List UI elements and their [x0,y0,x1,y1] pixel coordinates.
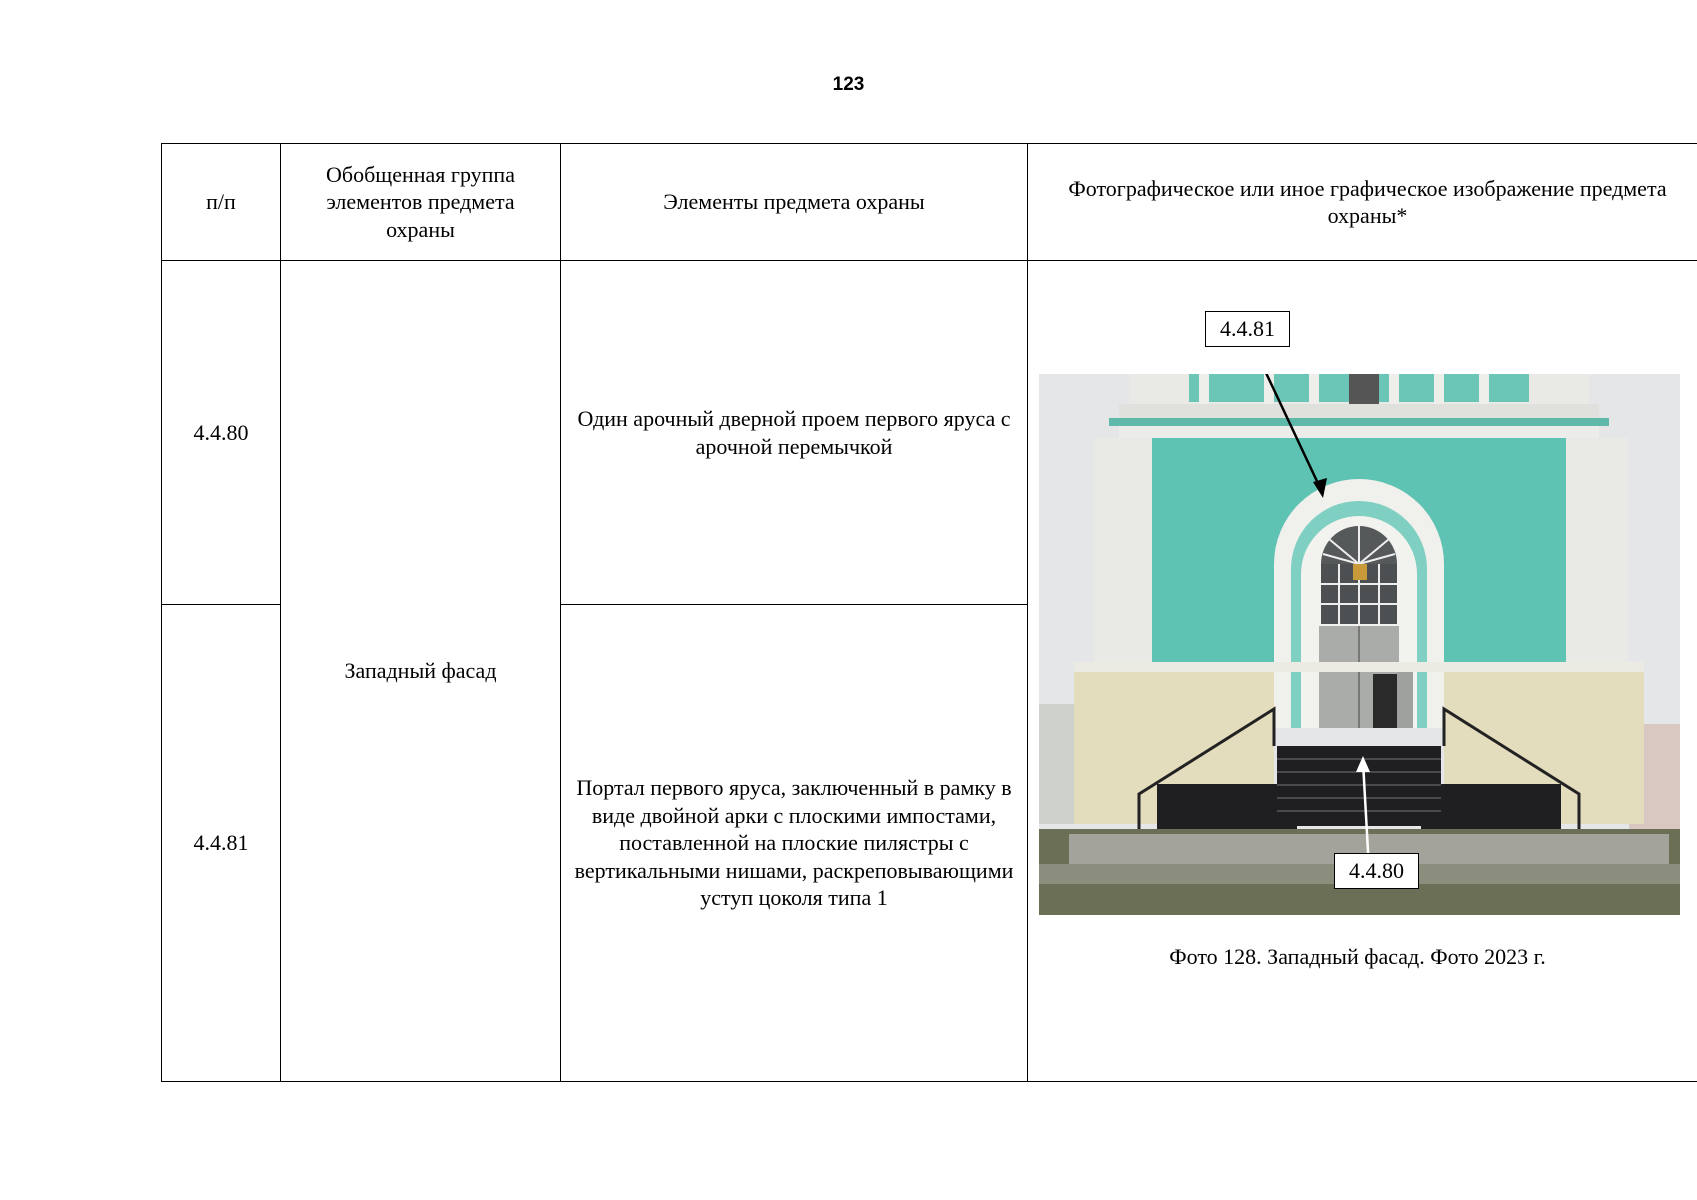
header-num: п/п [162,144,281,261]
protection-table [161,143,1697,1082]
element-description: Один арочный дверной проем первого яруса с арочной перемычкой [561,261,1028,605]
facade-photo [1039,374,1680,915]
header-group: Обобщенная группа элементов предмета охраны [281,144,561,261]
header-elements: Элементы предмета охраны [561,144,1028,261]
row-number: 4.4.81 [162,605,281,1082]
photo-wrap [1028,261,1687,1081]
callout-label-bottom: 4.4.80 [1334,853,1419,889]
table-row [162,261,1697,605]
group-cell: Западный фасад [281,261,561,1082]
header-image: Фотографическое или иное графическое изображение предмета охраны* [1028,144,1697,261]
photo-caption: Фото 128. Западный фасад. Фото 2023 г. [1169,944,1546,969]
photo-cell [1028,261,1697,1082]
row-number: 4.4.80 [162,261,281,605]
element-description: Портал первого яруса, заключенный в рамку в виде двойной арки с плоскими импостами, поставленной на плоские пилястры с вертикальными нишами, раскреповывающими уступ цоколя типа 1 [561,605,1028,1082]
table-header-row [162,144,1697,261]
callout-label-top: 4.4.81 [1205,311,1290,347]
page-number: 123 [832,74,865,95]
